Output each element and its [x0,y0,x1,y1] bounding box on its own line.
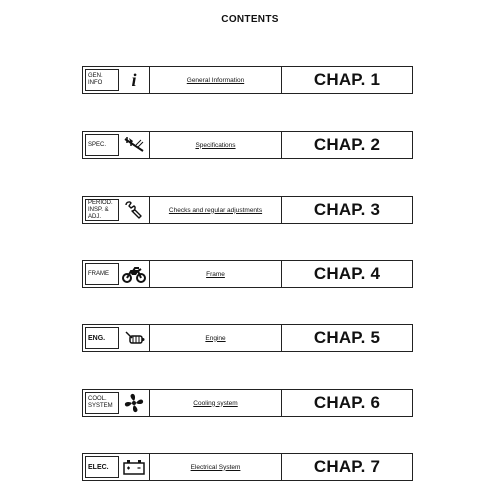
chapter-row-4[interactable] [82,260,413,288]
chapter-number: CHAP. 5 [313,328,381,347]
chapter-abbr: PERIOD. INSP. & ADJ. [85,199,119,221]
battery-icon [121,456,147,478]
chapter-description[interactable]: Frame [150,261,282,287]
chapter-row-2[interactable] [82,131,413,159]
chapter-row-5[interactable] [82,324,413,352]
chapter-abbr: GEN. INFO [85,69,119,91]
chapter-number: CHAP. 6 [313,393,381,412]
chapter-abbr: COOL. SYSTEM [85,392,119,414]
chapter-tab [83,454,150,480]
chapter-tab [83,390,150,416]
chapter-abbr: ELEC. [85,456,119,478]
chapter-number: CHAP. 4 [313,264,381,283]
chapter-row-3[interactable] [82,196,413,224]
chapter-description[interactable]: Engine [150,325,282,351]
chapter-description[interactable]: Specifications [150,132,282,158]
chapter-row-7[interactable] [82,453,413,481]
engine-icon [121,327,147,349]
chapter-number: CHAP. 2 [313,135,381,154]
chapter-abbr: ENG. [85,327,119,349]
chapter-description[interactable]: Checks and regular adjustments [150,197,282,223]
info-icon [121,69,147,91]
chapter-abbr: SPEC. [85,134,119,156]
chapter-row-1[interactable] [82,66,413,94]
motorcycle-icon [121,263,147,285]
chapter-number: CHAP. 3 [313,200,381,219]
chapter-description[interactable]: Electrical System [150,454,282,480]
chapter-tab [83,197,150,223]
chapter-tab [83,325,150,351]
chapter-description[interactable]: Cooling system [150,390,282,416]
chapter-row-6[interactable] [82,389,413,417]
chapter-tab [83,67,150,93]
caliper-icon [121,134,147,156]
chapter-description[interactable]: General Information [150,67,282,93]
chapter-number: CHAP. 7 [313,457,381,476]
page-title: CONTENTS [221,14,279,25]
fan-icon [121,392,147,414]
chapter-tab [83,261,150,287]
chapter-tab [83,132,150,158]
svg-text:i: i [131,70,137,90]
wrench-icon [121,199,147,221]
chapter-number: CHAP. 1 [313,70,381,89]
chapter-abbr: FRAME [85,263,119,285]
